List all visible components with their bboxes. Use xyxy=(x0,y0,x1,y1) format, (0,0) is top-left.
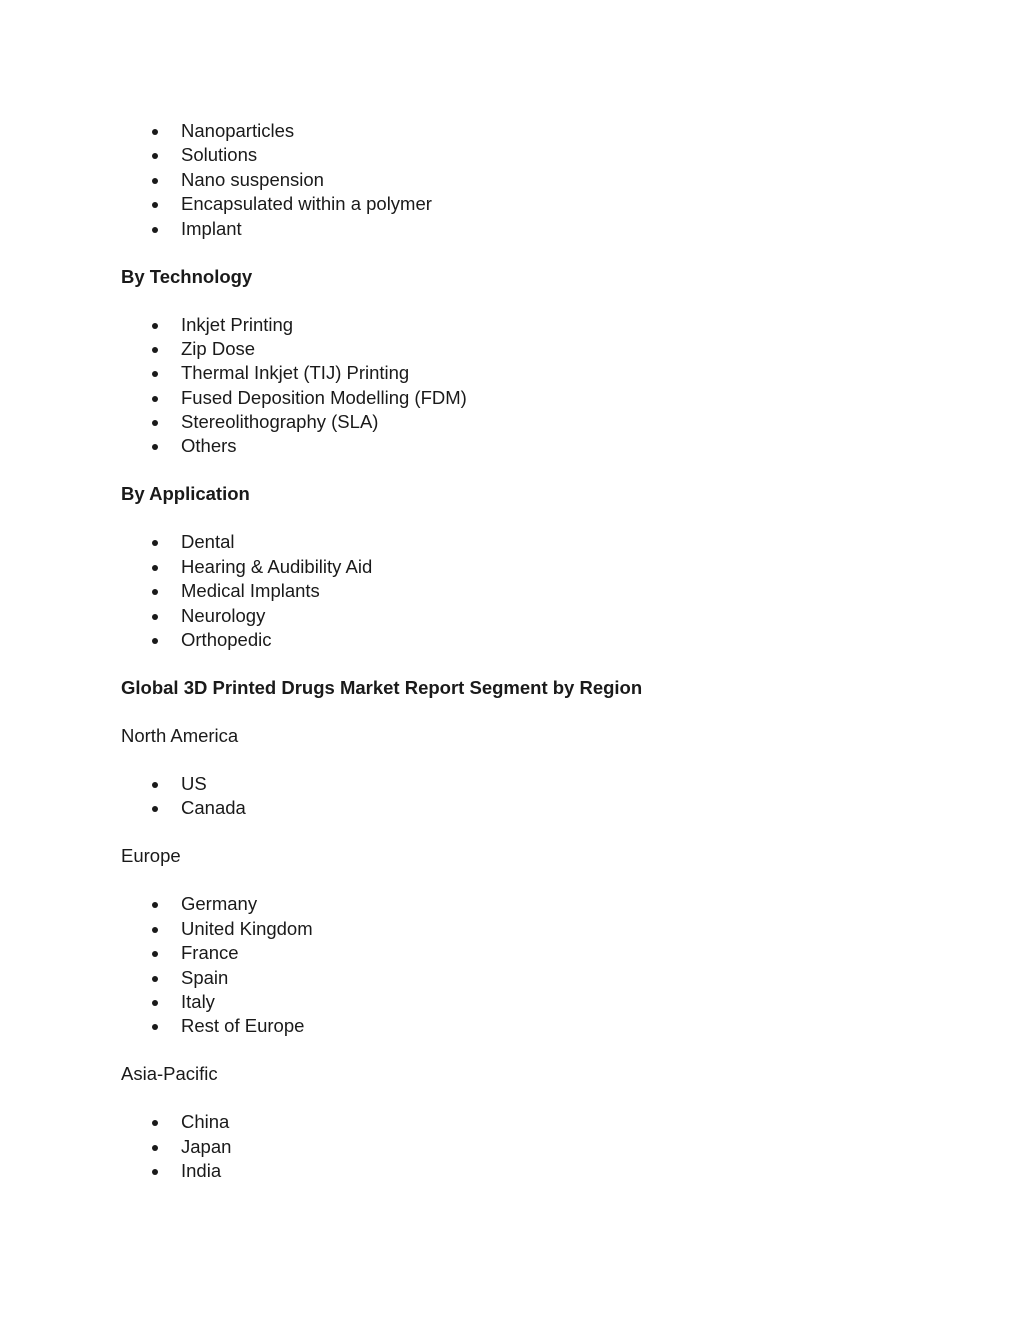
bullet-list xyxy=(121,530,921,652)
list-item-label: Thermal Inkjet (TIJ) Printing xyxy=(181,362,410,384)
list-item xyxy=(121,143,921,167)
list-item xyxy=(121,337,921,361)
list-item-label: Rest of Europe xyxy=(181,1015,305,1037)
list-item-label: Others xyxy=(181,435,237,457)
bullet-icon xyxy=(152,540,158,546)
section-heading: By Technology xyxy=(121,265,253,287)
bullet-icon xyxy=(152,589,158,595)
bullet-icon xyxy=(152,927,158,933)
list-item-label: Spain xyxy=(181,966,229,988)
list-item xyxy=(121,1014,921,1038)
bullet-list xyxy=(121,892,921,1038)
list-item xyxy=(121,941,921,965)
bullet-icon xyxy=(152,1024,158,1030)
bullet-list xyxy=(121,772,921,821)
bullet-icon xyxy=(152,976,158,982)
list-item-label: Inkjet Printing xyxy=(181,313,294,335)
list-item-label: Neurology xyxy=(181,604,266,626)
list-item-label: US xyxy=(181,772,207,794)
bullet-icon xyxy=(152,153,158,159)
bullet-icon xyxy=(152,638,158,644)
bullet-icon xyxy=(152,420,158,426)
list-item-label: Encapsulated within a polymer xyxy=(181,193,432,215)
list-item-label: Orthopedic xyxy=(181,629,272,651)
list-item-label: China xyxy=(181,1111,230,1133)
bullet-icon xyxy=(152,1145,158,1151)
list-item xyxy=(121,434,921,458)
list-item xyxy=(121,410,921,434)
region-heading: North America xyxy=(121,724,239,746)
list-item xyxy=(121,217,921,241)
bullet-icon xyxy=(152,565,158,571)
list-item-label: Zip Dose xyxy=(181,337,256,359)
list-item xyxy=(121,386,921,410)
section-heading: By Application xyxy=(121,483,250,505)
bullet-icon xyxy=(152,1120,158,1126)
region-heading: Asia-Pacific xyxy=(121,1063,218,1085)
list-item xyxy=(121,772,921,796)
list-item xyxy=(121,1110,921,1134)
bullet-list xyxy=(121,313,921,459)
list-item-label: Dental xyxy=(181,531,235,553)
bullet-list xyxy=(121,119,921,241)
list-item-label: Stereolithography (SLA) xyxy=(181,411,379,433)
list-item xyxy=(121,796,921,820)
bullet-icon xyxy=(152,806,158,812)
list-item xyxy=(121,892,921,916)
list-item xyxy=(121,1159,921,1183)
bullet-icon xyxy=(152,227,158,233)
list-item-label: Medical Implants xyxy=(181,580,320,602)
bullet-list xyxy=(121,1110,921,1183)
list-item-label: Japan xyxy=(181,1135,232,1157)
list-item-label: Solutions xyxy=(181,144,258,166)
list-item xyxy=(121,628,921,652)
list-item-label: India xyxy=(181,1160,222,1182)
bullet-icon xyxy=(152,444,158,450)
document-content xyxy=(121,119,921,1183)
bullet-icon xyxy=(152,782,158,788)
region-heading: Europe xyxy=(121,845,181,867)
list-item xyxy=(121,361,921,385)
bullet-icon xyxy=(152,202,158,208)
list-item xyxy=(121,192,921,216)
list-item-label: Nano suspension xyxy=(181,168,324,190)
list-item xyxy=(121,990,921,1014)
list-item-label: United Kingdom xyxy=(181,917,313,939)
list-item xyxy=(121,604,921,628)
list-item xyxy=(121,530,921,554)
list-item-label: Fused Deposition Modelling (FDM) xyxy=(181,386,467,408)
bullet-icon xyxy=(152,951,158,957)
list-item-label: Germany xyxy=(181,893,258,915)
bullet-icon xyxy=(152,1169,158,1175)
list-item xyxy=(121,168,921,192)
bullet-icon xyxy=(152,371,158,377)
list-item xyxy=(121,119,921,143)
bullet-icon xyxy=(152,902,158,908)
bullet-icon xyxy=(152,396,158,402)
list-item xyxy=(121,1135,921,1159)
list-item-label: France xyxy=(181,942,239,964)
bullet-icon xyxy=(152,178,158,184)
list-item-label: Italy xyxy=(181,990,215,1012)
list-item-label: Nanoparticles xyxy=(181,120,295,141)
bullet-icon xyxy=(152,129,158,135)
list-item-label: Hearing & Audibility Aid xyxy=(181,555,373,577)
bullet-icon xyxy=(152,347,158,353)
bullet-icon xyxy=(152,614,158,620)
list-item-label: Implant xyxy=(181,217,242,239)
list-item xyxy=(121,966,921,990)
list-item xyxy=(121,917,921,941)
list-item xyxy=(121,555,921,579)
section-heading: Global 3D Printed Drugs Market Report Segment by Region xyxy=(121,677,643,698)
list-item xyxy=(121,313,921,337)
list-item-label: Canada xyxy=(181,797,246,819)
bullet-icon xyxy=(152,1000,158,1006)
bullet-icon xyxy=(152,323,158,329)
list-item xyxy=(121,579,921,603)
